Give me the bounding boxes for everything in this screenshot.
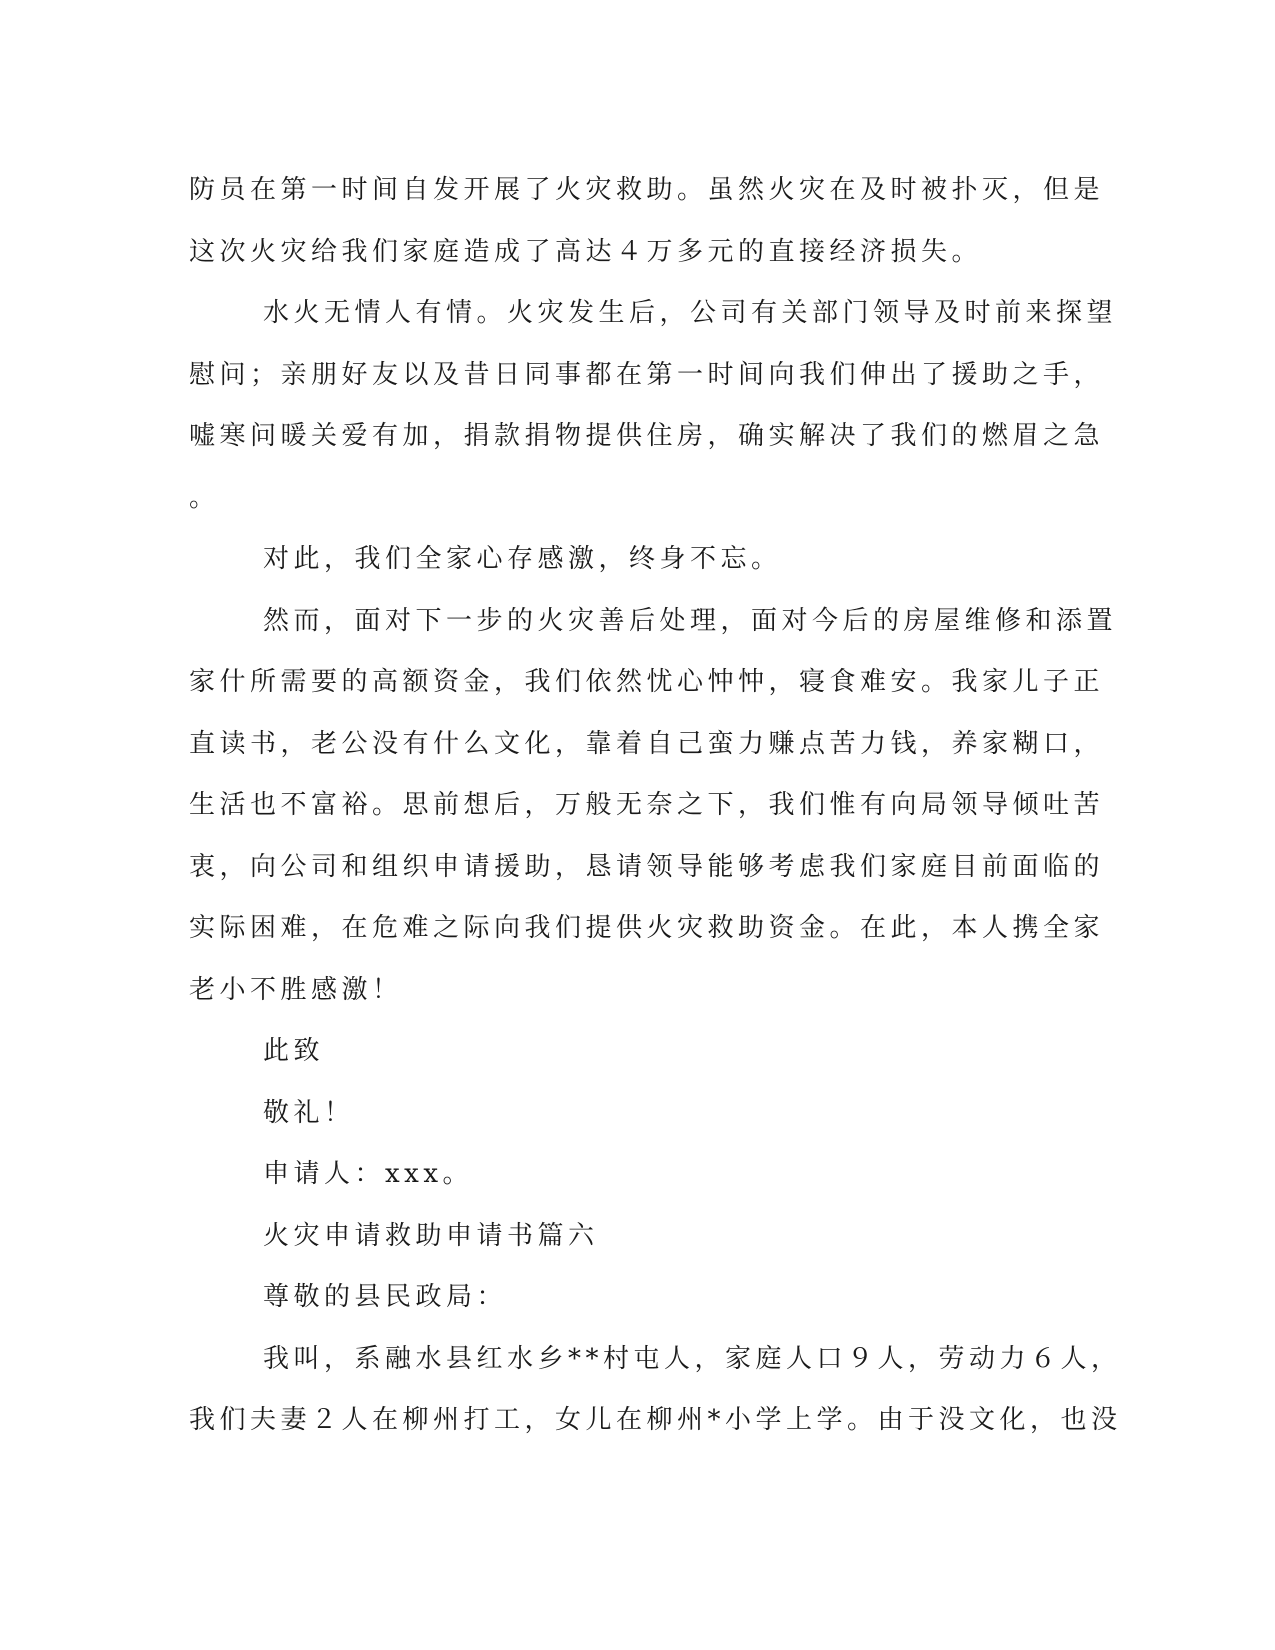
closing-salutation: 此致 [263, 1036, 325, 1066]
text-line: 生活也不富裕。思前想后，万般无奈之下，我们惟有向局领导倾吐苦 [189, 790, 1105, 820]
text-line: 嘘寒问暖关爱有加，捐款捐物提供住房，确实解决了我们的燃眉之急 [189, 421, 1105, 451]
document-body [189, 160, 1122, 1452]
text-line: 老小不胜感激！ [189, 974, 403, 1005]
applicant-signature: 申请人：xxx。 [263, 1159, 473, 1189]
closing-respect: 敬礼！ [263, 1097, 355, 1128]
text-line: 实际困难，在危难之际向我们提供火灾救助资金。在此，本人携全家 [189, 913, 1105, 943]
paragraph-start-line: 水火无情人有情。火灾发生后，公司有关部门领导及时前来探望 [263, 298, 1118, 328]
text-line: 。 [189, 482, 220, 513]
text-line: 慰问；亲朋好友以及昔日同事都在第一时间向我们伸出了援助之手， [189, 359, 1105, 390]
text-line: 防员在第一时间自发开展了火灾救助。虽然火灾在及时被扑灭，但是 [189, 175, 1105, 205]
paragraph-start-line: 对此，我们全家心存感激，终身不忘。 [263, 544, 782, 574]
letter-greeting: 尊敬的县民政局： [263, 1282, 508, 1312]
text-line: 这次火灾给我们家庭造成了高达４万多元的直接经济损失。 [189, 236, 983, 267]
text-line: 我们夫妻２人在柳州打工，女儿在柳州*小学上学。由于没文化，也没 [189, 1405, 1122, 1435]
section-heading: 火灾申请救助申请书篇六 [263, 1220, 599, 1251]
text-line: 衷，向公司和组织申请援助，恳请领导能够考虑我们家庭目前面临的 [189, 851, 1105, 882]
paragraph-start-line: 然而，面对下一步的火灾善后处理，面对今后的房屋维修和添置 [263, 605, 1118, 636]
text-line: 直读书，老公没有什么文化，靠着自己蛮力赚点苦力钱，养家糊口， [189, 728, 1105, 759]
paragraph-start-line: 我叫，系融水县红水乡**村屯人，家庭人口９人，劳动力６人， [263, 1343, 1122, 1374]
text-line: 家什所需要的高额资金，我们依然忧心忡忡，寝食难安。我家儿子正 [189, 667, 1105, 697]
